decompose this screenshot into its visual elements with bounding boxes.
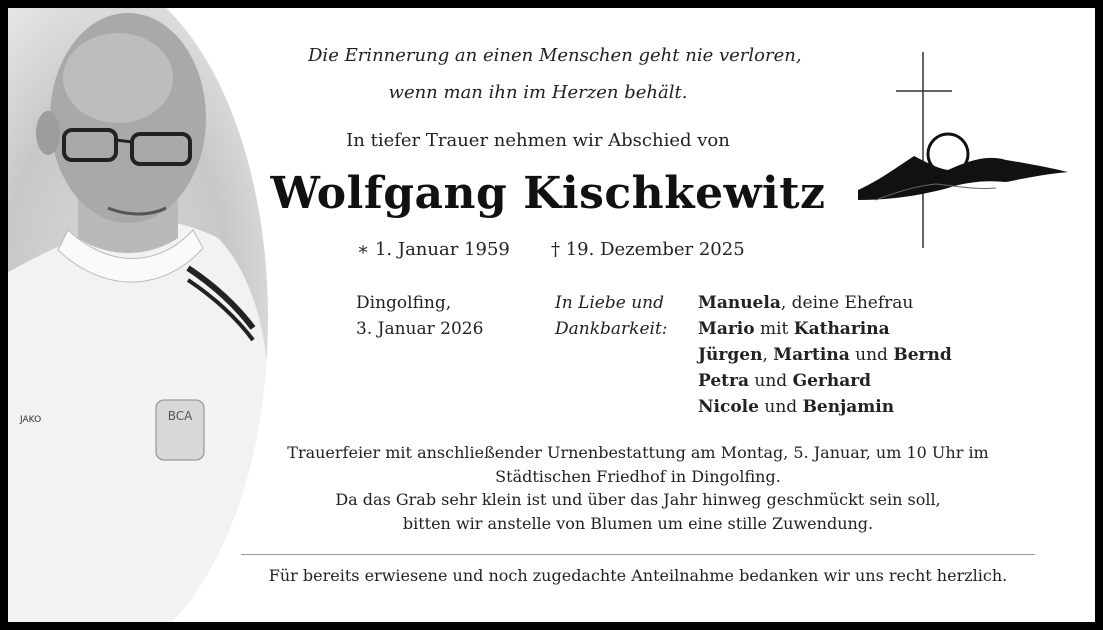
quote-line-1: Die Erinnerung an einen Menschen geht nie verloren, (308, 45, 802, 66)
place-line: Dingolfing, (356, 293, 452, 313)
notice-line-3: Da das Grab sehr klein ist und über das Jahr hinweg geschmückt sein soll, (335, 490, 941, 509)
mourner-name: Benjamin (802, 397, 895, 417)
mourner-connector: , (762, 345, 774, 365)
place-date (356, 290, 483, 342)
mourner-name: Nicole (698, 397, 759, 417)
mourner-line (698, 394, 952, 420)
mourner-name: Gerhard (792, 371, 872, 391)
mourner-line (698, 290, 952, 316)
mourner-name: Petra (698, 371, 749, 391)
quote-line-2: wenn man ihn im Herzen behält. (388, 82, 688, 103)
obituary-card (8, 8, 1095, 622)
sign-off-line-1: In Liebe und (555, 293, 664, 313)
mourner-name: Bernd (893, 345, 952, 365)
mourner-connector: und (758, 397, 803, 417)
notice-line-4: bitten wir anstelle von Blumen um eine stille Zuwendung. (402, 513, 874, 533)
notice-line-1: Trauerfeier mit anschließender Urnenbestattung am Montag, 5. Januar, um 10 Uhr im (287, 443, 989, 462)
thanks-text: Für bereits erwiesene und noch zugedachte Anteilnahme bedanken wir uns recht herzlich. (268, 566, 1008, 585)
mourner-line (698, 368, 952, 394)
date-line: 3. Januar 2026 (356, 319, 484, 339)
mourner-connector: und (849, 345, 894, 365)
portrait-illustration (8, 8, 268, 622)
notice-line-2: Städtischen Friedhof in Dingolfing. (495, 466, 781, 486)
shirt-brand: JAKO (20, 415, 42, 425)
mourner-connector: und (748, 371, 793, 391)
sign-off-line-2: Dankbarkeit: (555, 319, 668, 339)
divider (241, 554, 1035, 555)
ceremony-notice (241, 441, 1035, 535)
mourners-list (698, 290, 952, 420)
deceased-name: Wolfgang Kischkewitz (270, 168, 826, 219)
mourner-name: Manuela (698, 293, 781, 313)
sign-off (555, 290, 668, 342)
cross-mountains-sun-icon (856, 50, 1072, 252)
portrait-photo (8, 8, 268, 622)
death-date: † 19. Dezember 2025 (551, 239, 745, 260)
mourner-connector: , deine Ehefrau (780, 293, 914, 313)
birth-date: ∗ 1. Januar 1959 (357, 239, 510, 260)
mourner-name: Jürgen (698, 345, 763, 365)
mourner-line (698, 342, 952, 368)
mourner-connector: mit (754, 319, 794, 339)
mourner-line (698, 316, 952, 342)
mourner-name: Martina (773, 345, 850, 365)
mourner-name: Mario (698, 319, 755, 339)
shirt-badge: BCA (167, 409, 193, 423)
intro-text: In tiefer Trauer nehmen wir Abschied von (346, 130, 730, 151)
mourner-name: Katharina (793, 319, 890, 339)
